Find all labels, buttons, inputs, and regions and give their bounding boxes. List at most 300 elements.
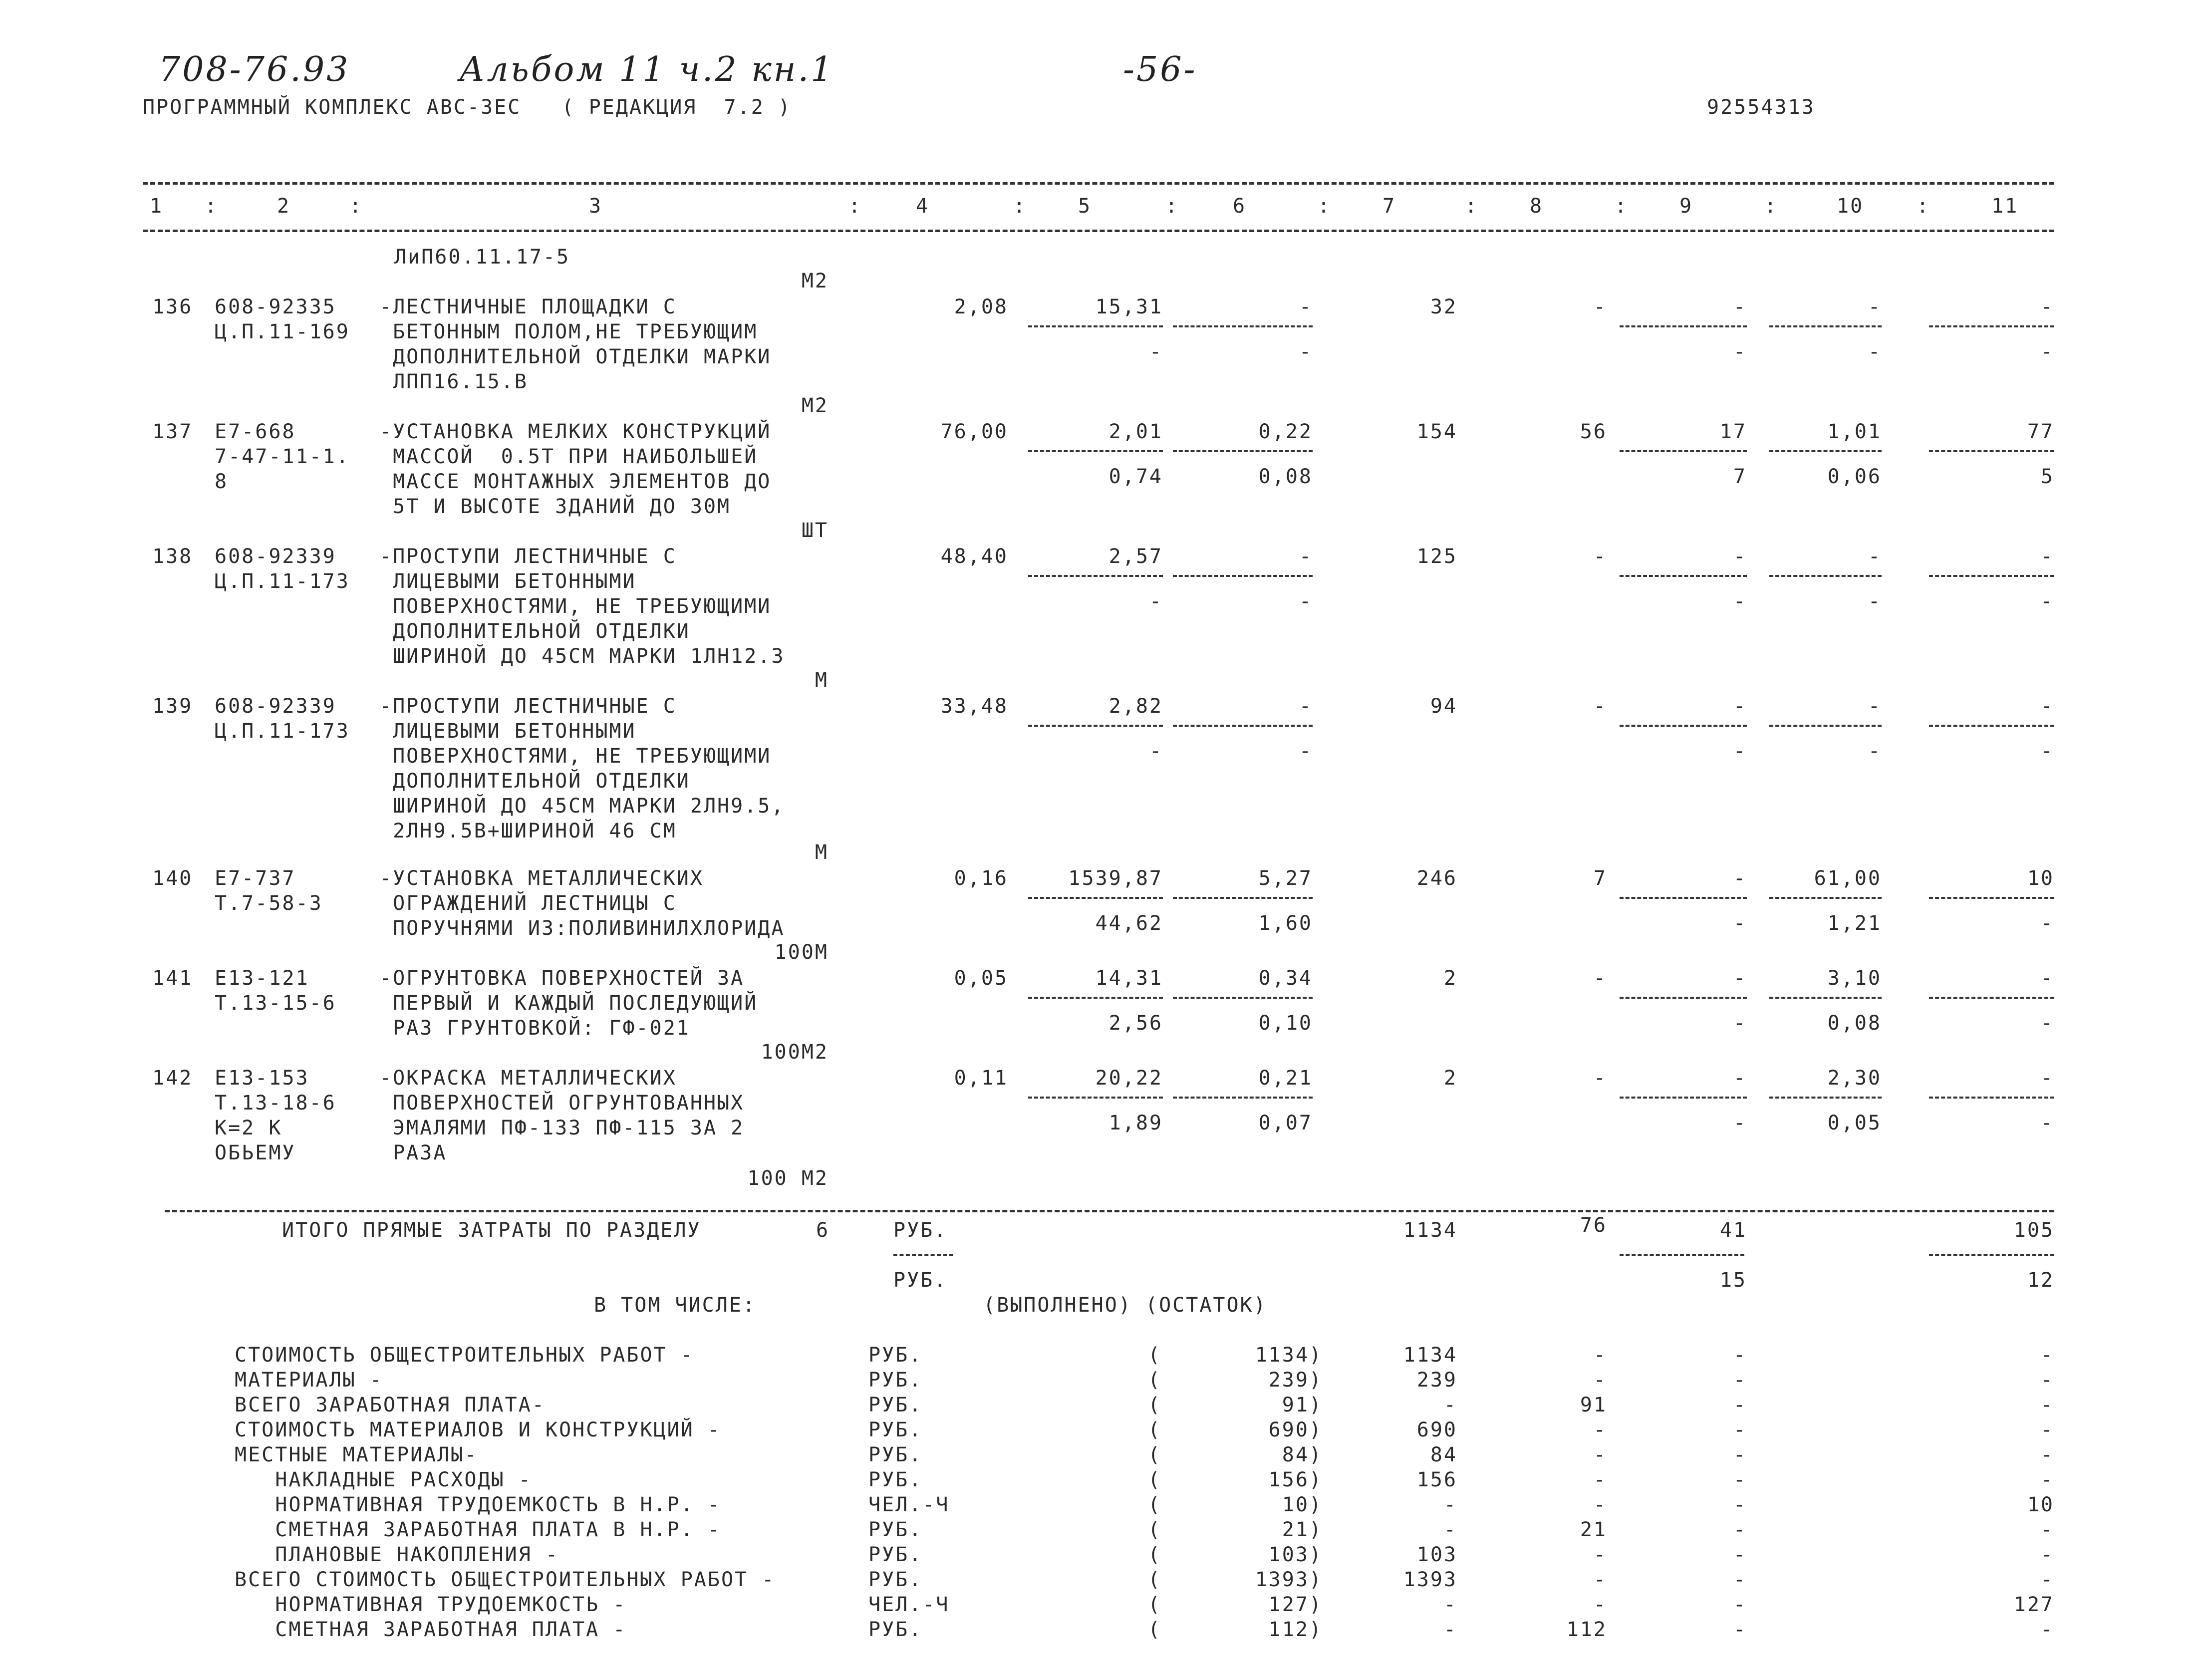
summary-c11: -: [2040, 1468, 2054, 1491]
column-number-7: 7: [1382, 195, 1396, 218]
cell-c10b: -: [1868, 590, 1882, 613]
summary-c9: -: [1733, 1518, 1747, 1541]
summary-c9: -: [1733, 1394, 1747, 1416]
row-description: 2ЛН9.5В+ШИРИНОЙ 46 СМ: [379, 820, 677, 842]
summary-c11: 10: [2027, 1493, 2054, 1516]
cell-c10: -: [1868, 695, 1882, 718]
summary-c9: -: [1733, 1418, 1747, 1441]
cell-c9b: -: [1733, 1112, 1747, 1134]
unit-label: М2: [801, 270, 829, 292]
unit-label: 100 М2: [747, 1167, 829, 1190]
row-code: 608-92339: [215, 695, 336, 718]
cell-rule: [1929, 997, 2054, 999]
column-separator: :: [1013, 195, 1027, 218]
totals-section: 6: [816, 1219, 830, 1242]
column-number-11: 11: [1991, 195, 2019, 218]
summary-unit: РУБ.: [868, 1344, 923, 1367]
cell-c10b: 0,05: [1827, 1112, 1882, 1134]
summary-paren: (: [1148, 1418, 1162, 1441]
summary-unit: РУБ.: [868, 1518, 923, 1541]
cell-c9: 17: [1719, 420, 1747, 443]
cell-c8: -: [1593, 1067, 1607, 1090]
cell-rule: [1173, 450, 1313, 452]
row-description: ШИРИНОЙ ДО 45СМ МАРКИ 1ЛН12.3: [379, 645, 785, 668]
cell-c9: -: [1733, 545, 1747, 568]
cell-rule: [1173, 325, 1313, 327]
cell-c6: -: [1299, 695, 1313, 718]
cell-c5: 2,82: [1108, 695, 1163, 718]
cell-rule: [1769, 575, 1882, 577]
cell-c10b: 0,06: [1827, 465, 1882, 488]
unit-label: М2: [801, 394, 829, 417]
row-number: 136: [152, 295, 193, 318]
cell-c4: 0,05: [954, 967, 1008, 990]
column-separator: :: [1318, 195, 1332, 218]
row-description: -УСТАНОВКА МЕЛКИХ КОНСТРУКЦИЙ: [379, 420, 772, 443]
row-description: ПОВЕРХНОСТЯМИ, НЕ ТРЕБУЮЩИМИ: [379, 745, 772, 768]
cell-c7: 2: [1443, 1067, 1457, 1090]
totals-unit2: РУБ.: [893, 1269, 948, 1292]
summary-c7: -: [1443, 1518, 1457, 1541]
carryover-text: ЛиП60.11.17-5: [394, 246, 570, 269]
summary-c7: 84: [1430, 1443, 1457, 1466]
row-code: ОБЬЕМУ: [215, 1141, 296, 1164]
cell-rule: [1929, 450, 2054, 452]
summary-c9: -: [1733, 1443, 1747, 1466]
column-separator: :: [349, 195, 363, 218]
summary-unit: РУБ.: [868, 1443, 923, 1466]
done-remaining-header: (ВЫПОЛНЕНО) (ОСТАТОК): [983, 1294, 1267, 1317]
summary-done: 84): [1282, 1443, 1323, 1466]
cell-c11b: -: [2040, 740, 2054, 763]
totals-c7: 1134: [1403, 1219, 1457, 1242]
summary-c7: -: [1443, 1394, 1457, 1416]
summary-unit: РУБ.: [868, 1618, 923, 1641]
row-description: ШИРИНОЙ ДО 45СМ МАРКИ 2ЛН9.5,: [379, 795, 785, 818]
summary-label: СТОИМОСТЬ МАТЕРИАЛОВ И КОНСТРУКЦИЙ -: [235, 1418, 721, 1441]
cell-c7: 246: [1416, 867, 1457, 890]
cell-rule: [1028, 450, 1163, 452]
summary-c11: -: [2040, 1443, 2054, 1466]
row-description: ЛПП16.15.В: [379, 370, 528, 393]
totals-c8: 76: [1580, 1214, 1607, 1237]
summary-label: ВСЕГО СТОИМОСТЬ ОБЩЕСТРОИТЕЛЬНЫХ РАБОТ -: [235, 1568, 776, 1591]
cell-c4: 48,40: [940, 545, 1008, 568]
header-rule-bottom: [143, 230, 2054, 232]
row-description: 5Т И ВЫСОТЕ ЗДАНИЙ ДО 30М: [379, 495, 731, 518]
cell-rule: [1173, 575, 1313, 577]
row-description: ДОПОЛНИТЕЛЬНОЙ ОТДЕЛКИ: [379, 770, 690, 793]
cell-c9: -: [1733, 695, 1747, 718]
row-description: -УСТАНОВКА МЕТАЛЛИЧЕСКИХ: [379, 867, 704, 890]
summary-c8: -: [1593, 1593, 1607, 1616]
cell-rule: [1028, 575, 1163, 577]
totals-c9b: 15: [1719, 1269, 1747, 1292]
row-description: ПЕРВЫЙ И КАЖДЫЙ ПОСЛЕДУЮЩИЙ: [379, 992, 758, 1015]
column-number-4: 4: [916, 195, 930, 218]
totals-c11b: 12: [2027, 1269, 2054, 1292]
summary-c11: -: [2040, 1618, 2054, 1641]
cell-c5: 1539,87: [1068, 867, 1163, 890]
summary-label: МАТЕРИАЛЫ -: [235, 1369, 383, 1392]
header-rule-top: [143, 182, 2054, 185]
totals-unit-rule: [893, 1254, 953, 1256]
summary-done: 239): [1268, 1369, 1323, 1392]
cell-rule: [1769, 725, 1882, 727]
cell-rule: [1929, 1097, 2054, 1099]
totals-c11-rule: [1929, 1254, 2054, 1256]
cell-c9b: -: [1733, 340, 1747, 363]
cell-c6b: -: [1299, 340, 1313, 363]
summary-paren: (: [1148, 1394, 1162, 1416]
album-label: Альбом 11 ч.2 кн.1: [459, 50, 834, 89]
cell-c11: -: [2040, 295, 2054, 318]
unit-label: 100М2: [761, 1041, 829, 1064]
row-code: Т.7-58-3: [215, 892, 323, 915]
row-code: 7-47-11-1.: [215, 445, 350, 468]
cell-c9b: -: [1733, 590, 1747, 613]
summary-paren: (: [1148, 1369, 1162, 1392]
row-code: 608-92339: [215, 545, 336, 568]
cell-c6: 5,27: [1258, 867, 1313, 890]
summary-unit: РУБ.: [868, 1394, 923, 1416]
unit-label: 100М: [774, 941, 829, 964]
cell-c4: 0,11: [954, 1067, 1008, 1090]
summary-c8: 21: [1580, 1518, 1607, 1541]
column-separator: :: [1615, 195, 1629, 218]
including-label: В ТОМ ЧИСЛЕ:: [594, 1294, 756, 1317]
cell-c5b: 1,89: [1108, 1112, 1163, 1134]
column-number-2: 2: [277, 195, 291, 218]
cell-rule: [1620, 450, 1747, 452]
column-separator: :: [1764, 195, 1778, 218]
totals-c9: 41: [1719, 1219, 1747, 1242]
cell-c5b: -: [1149, 740, 1163, 763]
unit-label: М: [815, 669, 829, 692]
summary-done: 103): [1268, 1543, 1323, 1566]
summary-done: 1393): [1255, 1568, 1323, 1591]
summary-unit: ЧЕЛ.-Ч: [868, 1593, 950, 1616]
cell-c8: -: [1593, 695, 1607, 718]
cell-c10: 61,00: [1814, 867, 1882, 890]
cell-c4: 2,08: [954, 295, 1008, 318]
cell-c10: -: [1868, 545, 1882, 568]
cell-c11b: -: [2040, 340, 2054, 363]
summary-c8: -: [1593, 1418, 1607, 1441]
summary-c9: -: [1733, 1618, 1747, 1641]
summary-c9: -: [1733, 1593, 1747, 1616]
row-code: Ц.П.11-169: [215, 320, 350, 343]
cell-rule: [1769, 997, 1882, 999]
cell-c11: -: [2040, 1067, 2054, 1090]
summary-c9: -: [1733, 1369, 1747, 1392]
cell-c4: 0,16: [954, 867, 1008, 890]
unit-label: ШТ: [801, 519, 829, 542]
summary-label: МЕСТНЫЕ МАТЕРИАЛЫ-: [235, 1443, 478, 1466]
cell-c10b: 0,08: [1827, 1012, 1882, 1035]
cell-c10: 1,01: [1827, 420, 1882, 443]
page-number: -56-: [1123, 50, 1197, 89]
summary-c8: -: [1593, 1468, 1607, 1491]
summary-unit: ЧЕЛ.-Ч: [868, 1493, 950, 1516]
totals-unit: РУБ.: [893, 1219, 948, 1242]
summary-c11: -: [2040, 1344, 2054, 1367]
cell-c10b: 1,21: [1827, 912, 1882, 935]
cell-c10b: -: [1868, 340, 1882, 363]
cell-c9b: -: [1733, 740, 1747, 763]
cell-c6b: 0,08: [1258, 465, 1313, 488]
summary-unit: РУБ.: [868, 1369, 923, 1392]
summary-done: 91): [1282, 1394, 1323, 1416]
row-number: 138: [152, 545, 193, 568]
row-code: К=2 К: [215, 1117, 282, 1139]
row-number: 140: [152, 867, 193, 890]
summary-paren: (: [1148, 1468, 1162, 1491]
cell-c9: -: [1733, 295, 1747, 318]
cell-c10: -: [1868, 295, 1882, 318]
cell-c6b: -: [1299, 740, 1313, 763]
summary-c11: -: [2040, 1518, 2054, 1541]
cell-c11: -: [2040, 967, 2054, 990]
cell-c9: -: [1733, 967, 1747, 990]
cell-c11b: -: [2040, 590, 2054, 613]
row-code: Е13-121: [215, 967, 309, 990]
cell-c5b: 0,74: [1108, 465, 1163, 488]
summary-c8: -: [1593, 1443, 1607, 1466]
cell-c7: 94: [1430, 695, 1457, 718]
row-description: ПОВЕРХНОСТЯМИ, НЕ ТРЕБУЮЩИМИ: [379, 595, 772, 618]
summary-unit: РУБ.: [868, 1543, 923, 1566]
column-number-5: 5: [1078, 195, 1092, 218]
summary-c8: -: [1593, 1568, 1607, 1591]
column-number-3: 3: [589, 195, 603, 218]
row-description: МАССЕ МОНТАЖНЫХ ЭЛЕМЕНТОВ ДО: [379, 470, 772, 493]
cell-c8: -: [1593, 295, 1607, 318]
cell-c6: 0,22: [1258, 420, 1313, 443]
column-number-9: 9: [1679, 195, 1693, 218]
cell-rule: [1028, 1097, 1163, 1099]
summary-label: НАКЛАДНЫЕ РАСХОДЫ -: [235, 1468, 532, 1491]
row-description: -ЛЕСТНИЧНЫЕ ПЛОЩАДКИ С: [379, 295, 677, 318]
column-number-1: 1: [150, 195, 164, 218]
cell-rule: [1929, 325, 2054, 327]
summary-label: НОРМАТИВНАЯ ТРУДОЕМКОСТЬ -: [235, 1593, 627, 1616]
cell-rule: [1929, 725, 2054, 727]
summary-c8: 112: [1566, 1618, 1607, 1641]
cell-c10: 2,30: [1827, 1067, 1882, 1090]
cell-c6b: 1,60: [1258, 912, 1313, 935]
summary-c11: -: [2040, 1568, 2054, 1591]
cell-c11b: -: [2040, 1012, 2054, 1035]
summary-c7: -: [1443, 1618, 1457, 1641]
row-number: 137: [152, 420, 193, 443]
row-code: Ц.П.11-173: [215, 720, 350, 743]
summary-label: СМЕТНАЯ ЗАРАБОТНАЯ ПЛАТА -: [235, 1618, 627, 1641]
summary-done: 1134): [1255, 1344, 1323, 1367]
cell-c11: -: [2040, 695, 2054, 718]
summary-c7: 1134: [1403, 1344, 1457, 1367]
cell-c6b: 0,07: [1258, 1112, 1313, 1134]
summary-paren: (: [1148, 1568, 1162, 1591]
row-code: Е7-737: [215, 867, 296, 890]
summary-paren: (: [1148, 1543, 1162, 1566]
summary-c7: 156: [1416, 1468, 1457, 1491]
summary-c9: -: [1733, 1568, 1747, 1591]
column-number-6: 6: [1233, 195, 1247, 218]
totals-c9-rule: [1620, 1254, 1744, 1256]
summary-unit: РУБ.: [868, 1568, 923, 1591]
summary-unit: РУБ.: [868, 1418, 923, 1441]
column-number-8: 8: [1530, 195, 1544, 218]
summary-c9: -: [1733, 1493, 1747, 1516]
row-description: ДОПОЛНИТЕЛЬНОЙ ОТДЕЛКИ МАРКИ: [379, 345, 772, 368]
row-description: -ОГРУНТОВКА ПОВЕРХНОСТЕЙ ЗА: [379, 967, 745, 990]
totals-rule: [165, 1210, 2054, 1212]
cell-c9b: 7: [1733, 465, 1747, 488]
column-separator: :: [205, 195, 219, 218]
cell-c6: 0,21: [1258, 1067, 1313, 1090]
program-title: ПРОГРАММНЫЙ КОМПЛЕКС АВС-3ЕС ( РЕДАКЦИЯ 7.2 ): [143, 96, 792, 119]
cell-c8: -: [1593, 967, 1607, 990]
row-code: Ц.П.11-173: [215, 570, 350, 593]
summary-c7: 690: [1416, 1418, 1457, 1441]
summary-done: 21): [1282, 1518, 1323, 1541]
row-description: -ОКРАСКА МЕТАЛЛИЧЕСКИХ: [379, 1067, 677, 1090]
summary-c11: 127: [2013, 1593, 2054, 1616]
summary-label: СМЕТНАЯ ЗАРАБОТНАЯ ПЛАТА В Н.Р. -: [235, 1518, 721, 1541]
cell-c9: -: [1733, 1067, 1747, 1090]
cell-c6: 0,34: [1258, 967, 1313, 990]
cell-rule: [1173, 897, 1313, 899]
row-code: 608-92335: [215, 295, 336, 318]
summary-paren: (: [1148, 1593, 1162, 1616]
row-description: ПОВЕРХНОСТЕЙ ОГРУНТОВАННЫХ: [379, 1092, 745, 1115]
row-number: 139: [152, 695, 193, 718]
summary-c8: 91: [1580, 1394, 1607, 1416]
summary-c7: 239: [1416, 1369, 1457, 1392]
summary-done: 127): [1268, 1593, 1323, 1616]
summary-label: НОРМАТИВНАЯ ТРУДОЕМКОСТЬ В Н.Р. -: [235, 1493, 721, 1516]
cell-rule: [1620, 575, 1747, 577]
cell-rule: [1028, 897, 1163, 899]
cell-c5b: -: [1149, 590, 1163, 613]
row-code: Е7-668: [215, 420, 296, 443]
column-separator: :: [1465, 195, 1479, 218]
cell-c10b: -: [1868, 740, 1882, 763]
cell-rule: [1620, 897, 1747, 899]
cell-c5: 2,57: [1108, 545, 1163, 568]
summary-done: 112): [1268, 1618, 1323, 1641]
cell-c5b: -: [1149, 340, 1163, 363]
summary-c7: 1393: [1403, 1568, 1457, 1591]
cell-c4: 33,48: [940, 695, 1008, 718]
summary-c8: -: [1593, 1369, 1607, 1392]
summary-paren: (: [1148, 1518, 1162, 1541]
row-description: МАССОЙ 0.5Т ПРИ НАИБОЛЬШЕЙ: [379, 445, 758, 468]
column-separator: :: [1165, 195, 1179, 218]
column-separator: :: [1917, 195, 1931, 218]
summary-done: 156): [1268, 1468, 1323, 1491]
cell-rule: [1769, 450, 1882, 452]
cell-rule: [1620, 725, 1747, 727]
row-code: Т.13-18-6: [215, 1092, 336, 1115]
cell-c7: 2: [1443, 967, 1457, 990]
row-code: Т.13-15-6: [215, 992, 336, 1015]
cell-rule: [1929, 897, 2054, 899]
cell-rule: [1173, 997, 1313, 999]
cell-c11b: -: [2040, 912, 2054, 935]
summary-done: 10): [1282, 1493, 1323, 1516]
cell-rule: [1028, 725, 1163, 727]
summary-unit: РУБ.: [868, 1468, 923, 1491]
cell-c8: 56: [1580, 420, 1607, 443]
cell-c6: -: [1299, 295, 1313, 318]
cell-c8: -: [1593, 545, 1607, 568]
summary-c9: -: [1733, 1468, 1747, 1491]
cell-c11b: -: [2040, 1112, 2054, 1134]
summary-c7: -: [1443, 1593, 1457, 1616]
cell-rule: [1173, 1097, 1313, 1099]
row-number: 142: [152, 1067, 193, 1090]
row-description: -ПРОСТУПИ ЛЕСТНИЧНЫЕ С: [379, 545, 677, 568]
summary-c8: -: [1593, 1493, 1607, 1516]
row-code: Е13-153: [215, 1067, 309, 1090]
summary-c9: -: [1733, 1344, 1747, 1367]
cell-c9b: -: [1733, 912, 1747, 935]
row-description: РАЗА: [379, 1141, 447, 1164]
row-description: ПОРУЧНЯМИ ИЗ:ПОЛИВИНИЛХЛОРИДА: [379, 917, 785, 940]
cell-rule: [1028, 997, 1163, 999]
summary-c8: -: [1593, 1344, 1607, 1367]
cell-c7: 154: [1416, 420, 1457, 443]
summary-c9: -: [1733, 1543, 1747, 1566]
cell-c5b: 2,56: [1108, 1012, 1163, 1035]
summary-c8: -: [1593, 1543, 1607, 1566]
doc-code: 708-76.93: [159, 50, 350, 89]
cell-c5: 2,01: [1108, 420, 1163, 443]
cell-c9: -: [1733, 867, 1747, 890]
cell-rule: [1769, 897, 1882, 899]
summary-label: СТОИМОСТЬ ОБЩЕСТРОИТЕЛЬНЫХ РАБОТ -: [235, 1344, 694, 1367]
cell-rule: [1620, 1097, 1747, 1099]
cell-c6: -: [1299, 545, 1313, 568]
cell-rule: [1620, 325, 1747, 327]
cell-c5: 20,22: [1095, 1067, 1163, 1090]
summary-c7: 103: [1416, 1543, 1457, 1566]
summary-c11: -: [2040, 1394, 2054, 1416]
doc-number: 92554313: [1707, 96, 1815, 119]
row-description: ЛИЦЕВЫМИ БЕТОННЫМИ: [379, 570, 636, 593]
cell-rule: [1769, 1097, 1882, 1099]
cell-c9b: -: [1733, 1012, 1747, 1035]
row-description: РАЗ ГРУНТОВКОЙ: ГФ-021: [379, 1017, 690, 1040]
row-description: ДОПОЛНИТЕЛЬНОЙ ОТДЕЛКИ: [379, 620, 690, 643]
cell-c5: 15,31: [1095, 295, 1163, 318]
cell-c8: 7: [1593, 867, 1607, 890]
column-separator: :: [848, 195, 862, 218]
row-description: БЕТОННЫМ ПОЛОМ,НЕ ТРЕБУЮЩИМ: [379, 320, 758, 343]
row-description: -ПРОСТУПИ ЛЕСТНИЧНЫЕ С: [379, 695, 677, 718]
totals-c11: 105: [2013, 1219, 2054, 1242]
summary-label: ВСЕГО ЗАРАБОТНАЯ ПЛАТА-: [235, 1394, 546, 1416]
cell-c4: 76,00: [940, 420, 1008, 443]
summary-c11: -: [2040, 1369, 2054, 1392]
cell-c11: -: [2040, 545, 2054, 568]
row-description: ЛИЦЕВЫМИ БЕТОННЫМИ: [379, 720, 636, 743]
summary-label: ПЛАНОВЫЕ НАКОПЛЕНИЯ -: [235, 1543, 559, 1566]
summary-c7: -: [1443, 1493, 1457, 1516]
row-description: ОГРАЖДЕНИЙ ЛЕСТНИЦЫ С: [379, 892, 677, 915]
